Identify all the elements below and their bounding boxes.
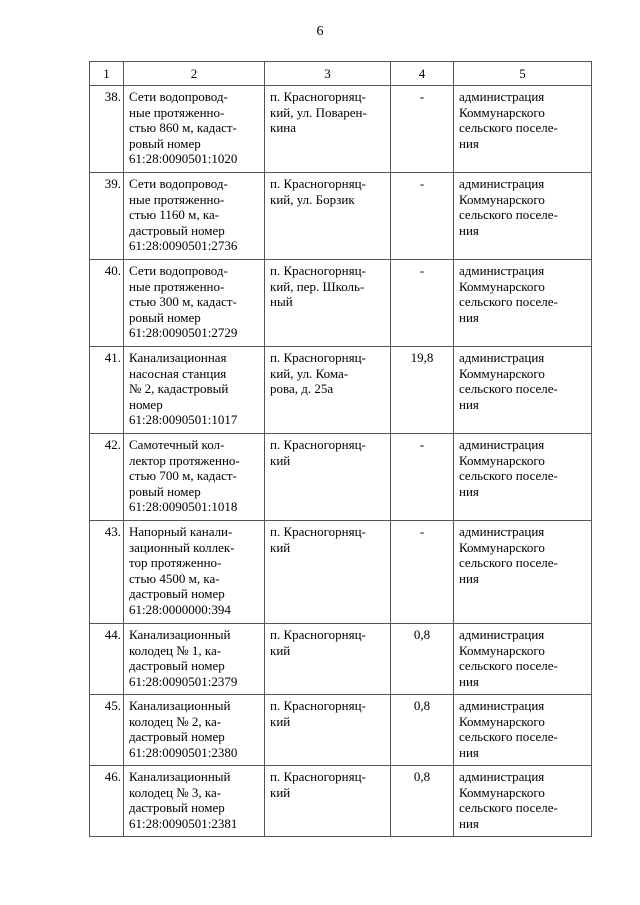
object-address: п. Красногорняц- кий	[265, 695, 391, 766]
object-address: п. Красногорняц- кий, ул. Борзик	[265, 173, 391, 260]
column-header-4: 4	[391, 62, 454, 86]
object-address: п. Красногорняц- кий, ул. Поварен- кина	[265, 86, 391, 173]
object-area: -	[391, 86, 454, 173]
column-header-2: 2	[124, 62, 265, 86]
object-area: -	[391, 260, 454, 347]
object-address: п. Красногорняц- кий	[265, 434, 391, 521]
object-owner: администрация Коммунарского сельского поселе- ния	[454, 695, 592, 766]
column-header-5: 5	[454, 62, 592, 86]
table-row	[90, 260, 592, 347]
object-address: п. Красногорняц- кий	[265, 521, 391, 624]
object-owner: администрация Коммунарского сельского поселе- ния	[454, 521, 592, 624]
object-address: п. Красногорняц- кий	[265, 624, 391, 695]
object-area: -	[391, 521, 454, 624]
object-area: -	[391, 173, 454, 260]
object-description: Сети водопровод- ные протяженно- стью 1160 м, ка- дастровый номер 61:28:0090501:2736	[124, 173, 265, 260]
row-number: 44.	[90, 624, 124, 695]
property-registry-table	[89, 61, 592, 837]
object-description: Напорный канали- зационный коллек- тор протяженно- стью 4500 м, ка- дастровый номер 61:28:0000000:394	[124, 521, 265, 624]
row-number: 45.	[90, 695, 124, 766]
object-description: Сети водопровод- ные протяженно- стью 860 м, кадаст- ровый номер 61:28:0090501:1020	[124, 86, 265, 173]
object-address: п. Красногорняц- кий	[265, 766, 391, 837]
object-address: п. Красногорняц- кий, пер. Школь- ный	[265, 260, 391, 347]
table-row	[90, 521, 592, 624]
object-description: Канализационный колодец № 2, ка- дастровый номер 61:28:0090501:2380	[124, 695, 265, 766]
object-area: 19,8	[391, 347, 454, 434]
object-area: 0,8	[391, 695, 454, 766]
object-description: Канализационный колодец № 3, ка- дастровый номер 61:28:0090501:2381	[124, 766, 265, 837]
column-header-1: 1	[90, 62, 124, 86]
object-description: Самотечный кол- лектор протяженно- стью 700 м, кадаст- ровый номер 61:28:0090501:1018	[124, 434, 265, 521]
table-row	[90, 434, 592, 521]
page-number: 6	[316, 24, 324, 39]
object-address: п. Красногорняц- кий, ул. Кома- рова, д. 25а	[265, 347, 391, 434]
object-area: 0,8	[391, 624, 454, 695]
row-number: 46.	[90, 766, 124, 837]
table-row	[90, 624, 592, 695]
object-owner: администрация Коммунарского сельского поселе- ния	[454, 347, 592, 434]
table-row	[90, 766, 592, 837]
row-number: 42.	[90, 434, 124, 521]
row-number: 43.	[90, 521, 124, 624]
object-description: Канализационный колодец № 1, ка- дастровый номер 61:28:0090501:2379	[124, 624, 265, 695]
column-header-3: 3	[265, 62, 391, 86]
table-row	[90, 86, 592, 173]
row-number: 40.	[90, 260, 124, 347]
table-row	[90, 347, 592, 434]
row-number: 41.	[90, 347, 124, 434]
object-area: -	[391, 434, 454, 521]
object-owner: администрация Коммунарского сельского поселе- ния	[454, 86, 592, 173]
object-owner: администрация Коммунарского сельского поселе- ния	[454, 624, 592, 695]
object-area: 0,8	[391, 766, 454, 837]
object-description: Канализационная насосная станция № 2, кадастровый номер 61:28:0090501:1017	[124, 347, 265, 434]
row-number: 39.	[90, 173, 124, 260]
object-owner: администрация Коммунарского сельского поселе- ния	[454, 173, 592, 260]
object-description: Сети водопровод- ные протяженно- стью 300 м, кадаст- ровый номер 61:28:0090501:2729	[124, 260, 265, 347]
row-number: 38.	[90, 86, 124, 173]
object-owner: администрация Коммунарского сельского поселе- ния	[454, 260, 592, 347]
table-header-row	[90, 62, 592, 86]
table-row	[90, 173, 592, 260]
object-owner: администрация Коммунарского сельского поселе- ния	[454, 434, 592, 521]
table-row	[90, 695, 592, 766]
object-owner: администрация Коммунарского сельского поселе- ния	[454, 766, 592, 837]
